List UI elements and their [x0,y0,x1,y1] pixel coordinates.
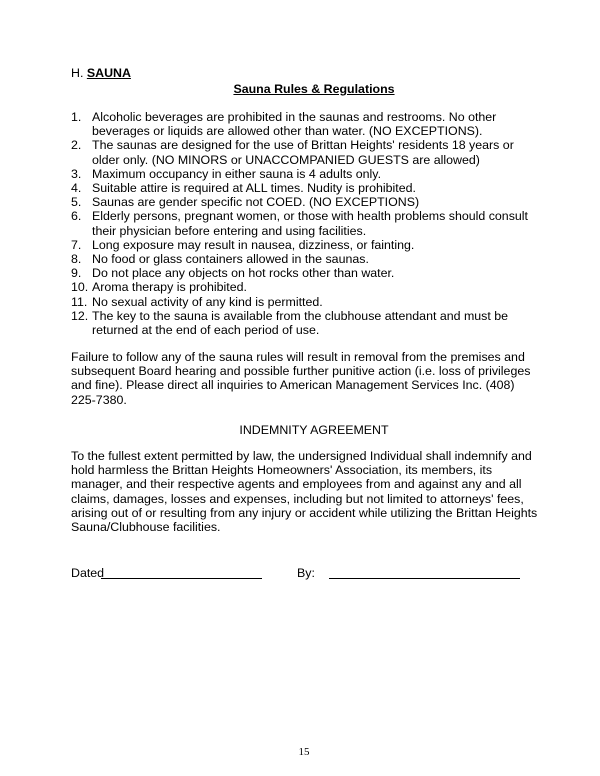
rule-item [71,238,541,252]
rule-text: Saunas are gender specific not COED. (NO EXCEPTIONS) [92,195,420,210]
rule-number: 8. [71,252,82,267]
rule-text: Aroma therapy is prohibited. [92,280,247,295]
rule-item [71,209,541,237]
rule-text: Long exposure may result in nausea, dizziness, or fainting. [92,237,415,252]
section-prefix: H. [71,66,84,80]
rule-number: 12. [71,308,89,323]
rule-text: Elderly persons, pregnant women, or those with health problems should consult their physician before entering and using facilities. [92,209,528,238]
by-signature-line[interactable] [329,578,520,579]
rule-number: 1. [71,110,82,124]
by-label: By: [297,566,315,580]
rule-text: No food or glass containers allowed in the saunas. [92,252,369,267]
rule-number: 5. [71,195,82,210]
rule-item [71,167,541,181]
indemnity-title: INDEMNITY AGREEMENT [239,423,389,437]
rule-item [71,266,541,280]
rule-number: 9. [71,266,82,281]
rules-list [71,110,541,337]
rule-text: Do not place any objects on hot rocks other than water. [92,266,395,281]
section-name: SAUNA [86,66,131,80]
failure-paragraph: Failure to follow any of the sauna rules will result in removal from the premises and subsequent Board hearing and possible further punitive action (i.e. loss of privileges and fine). Please direct all inquiries to American Management Services Inc. (408) 225-7380. [71,350,531,407]
rule-text: No sexual activity of any kind is permitted. [92,294,323,309]
rule-number: 2. [71,138,82,153]
page-title: Sauna Rules & Regulations [233,82,395,96]
rule-text: Maximum occupancy in either sauna is 4 adults only. [92,166,382,181]
rule-item [71,195,541,209]
rule-item [71,295,541,309]
rule-number: 6. [71,209,82,224]
rule-item [71,309,541,337]
rule-number: 10. [71,280,89,295]
indemnity-text: To the fullest extent permitted by law, the undersigned Individual shall indemnify and hold harmless the Brittan Heights Homeowners' Association, its members, its manager, and their respective agents and employees from and against any and all claims, damages, losses and expenses, including but not limited to attorneys' fees, arising out of or resulting from any injury or accident while utilizing the Brittan Heights Sauna/Clubhouse facilities. [71,449,538,535]
rule-text: Alcoholic beverages are prohibited in the saunas and restrooms. No other beverages or liquids are allowed other than water. (NO EXCEPTIONS). [92,110,497,139]
rule-item [71,280,541,294]
signature-row [71,565,541,581]
rule-item [71,110,541,138]
rule-item [71,138,541,166]
section-heading [71,66,131,81]
rule-text: The key to the sauna is available from the clubhouse attendant and must be returned at the end of each period of use. [92,308,509,338]
rule-text: Suitable attire is required at ALL times. Nudity is prohibited. [92,181,416,196]
dated-line[interactable] [101,578,262,579]
rule-number: 4. [71,181,82,196]
rule-number: 11. [71,294,88,309]
rule-item [71,252,541,266]
rule-number: 3. [71,166,82,181]
rule-item [71,181,541,195]
rule-number: 7. [71,237,82,252]
dated-label: Dated [71,566,105,580]
rule-text: The saunas are designed for the use of Brittan Heights' residents 18 years or older only. (NO MINORS or UNACCOMPANIED GUESTS are allowed) [92,138,514,167]
page-number: 15 [298,746,310,758]
